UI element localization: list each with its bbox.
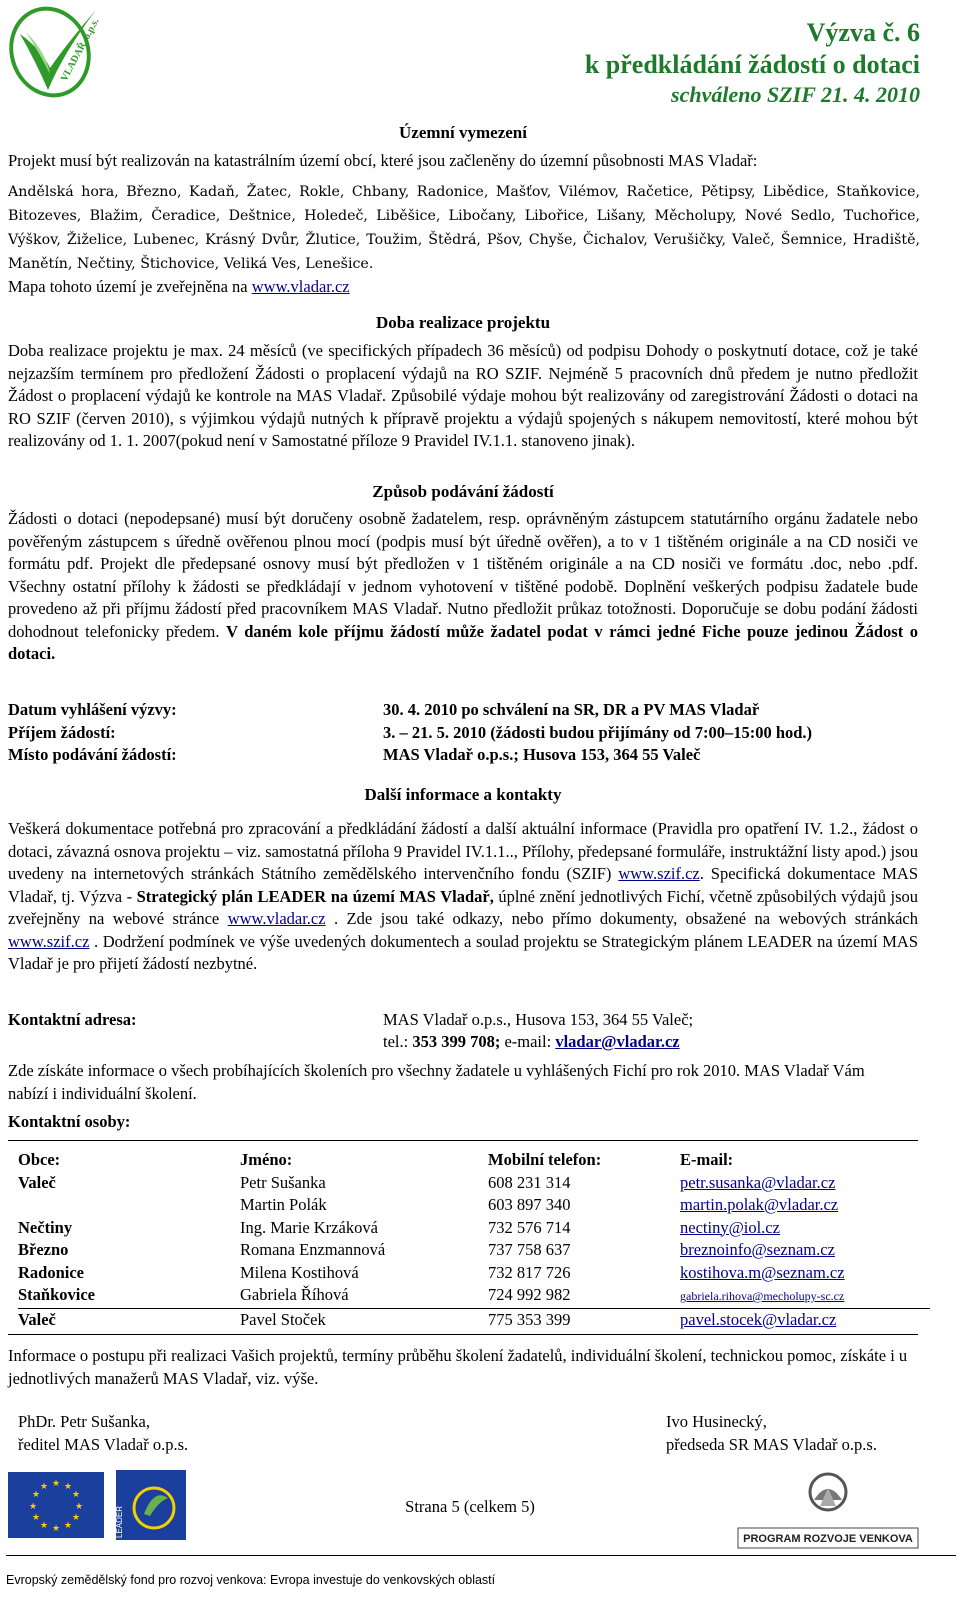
svg-text:★: ★ (63, 1521, 73, 1531)
szif-link[interactable]: www.szif.cz (618, 864, 700, 883)
date-row (8, 722, 928, 745)
contact-address: MAS Vladař o.p.s., Husova 153, 364 55 Valeč; (383, 1010, 694, 1029)
duration-text: Doba realizace projektu je max. 24 měsíců (ve specifických případech 36 měsíců) od podpisu Dohody o poskytnutí dotace, což je také nejzazším termínem pro předložení Žádosti o proplacení výdajů na RO SZIF. Nejméně 5 pracovních dnů předem je nutno předložit Žádost o proplacení výdajů ke kontrole na MAS Vladař. Způsobilé výdaje mohou být realizovány od zaregistrování Žádosti o dotaci na RO SZIF (červen 2010), s výjimkou výdajů nutných k přípravě projektu a výdajů spojených s nákupem nemovitostí, které mohou být realizovány od 1. 1. 2007(pokud není v Samostatné příloze 9 Pravidel IV.1.1. stanoveno jinak). (8, 341, 918, 450)
date-row (8, 744, 928, 767)
call-title: Výzva č. 6 (806, 18, 920, 47)
table-row (18, 1172, 930, 1195)
info-text-part: . Zde jsou také odkazy, nebo přímo dokumenty, obsažené na webových stránkách (325, 909, 918, 928)
table-row (18, 1239, 930, 1262)
submission-bold-note: V daném kole příjmu žádostí může žadatel podat v rámci jedné Fiche pouze jedinou Žádost o dotaci. (8, 621, 918, 663)
table-header-row (18, 1149, 930, 1172)
vladar-link[interactable]: www.vladar.cz (227, 909, 326, 928)
szif-link-2[interactable]: www.szif.cz (8, 931, 90, 951)
territory-intro: Projekt musí být realizován na katastrálním území obcí, které jsou začleněny do územní působnosti MAS Vladař: (8, 151, 758, 170)
header-jmeno: Jméno: (240, 1150, 293, 1169)
cell-email-link[interactable]: petr.susanka@vladar.cz (680, 1172, 836, 1192)
call-subtitle: k předkládání žádostí o dotaci (584, 50, 920, 79)
contact-phone: 353 399 708; (412, 1032, 501, 1051)
date-label: Příjem žádostí: (8, 722, 116, 742)
cell-email-link[interactable]: gabriela.rihova@mecholupy-sc.cz (680, 1289, 845, 1303)
table-row (18, 1262, 930, 1285)
cell-obec (18, 1194, 240, 1217)
cell-obec: Staňkovice (18, 1285, 96, 1304)
email-prefix: e-mail: (500, 1032, 556, 1051)
cell-phone: 724 992 982 (488, 1285, 571, 1304)
training-text: Zde získáte informace o všech probíhajících školeních pro všechny žadatele u vyhlášených Fichí pro rok 2010. MAS Vladař Vám nabízí i individuální školení. (8, 1061, 865, 1103)
cell-phone: 603 897 340 (488, 1195, 571, 1214)
table-top-rule (8, 1140, 918, 1141)
signature-left-role: ředitel MAS Vladař o.p.s. (18, 1435, 189, 1454)
leader-label: LEADER (115, 1505, 124, 1538)
cell-name: Martin Polák (240, 1195, 327, 1214)
info-text (8, 818, 918, 976)
info-text-part: Veškerá dokumentace potřebná pro zpracování a předkládání žádostí a další aktuální informace (Pravidla pro opatření IV. 1.2., žádost o dotaci, závazná osnova projektu – viz. samostatná příloha 9 Pravidel IV.1.1.., Přílohy, předepsané formuláře, instruktážní listy apod.) jsou uvedeny na internetových stránkách Státního zemědělského intervenčního fondu (SZIF) (8, 819, 918, 883)
contact-persons-label: Kontaktní osoby: (8, 1112, 131, 1131)
logo-text: VLADAŘ, o.p.s. (58, 16, 102, 84)
date-row (8, 699, 928, 722)
approval-note: schváleno SZIF 21. 4. 2010 (671, 82, 920, 107)
cell-phone: 732 576 714 (488, 1217, 571, 1237)
cell-name: Pavel Stoček (240, 1309, 326, 1329)
cell-phone: 608 231 314 (488, 1172, 571, 1192)
map-link[interactable]: www.vladar.cz (251, 277, 350, 296)
cell-obec: Valeč (18, 1172, 56, 1192)
table-bottom-rule (8, 1334, 918, 1335)
cell-obec: Valeč (18, 1309, 56, 1329)
cell-obec: Radonice (18, 1262, 84, 1282)
duration-heading: Doba realizace projektu (375, 313, 551, 332)
cell-phone: 732 817 726 (488, 1262, 571, 1282)
submission-body: Žádosti o dotaci (nepodepsané) musí být doručeny osobně žadatelem, resp. oprávněným zástupcem statutárního orgánu žadatele nebo pověřeným zástupcem s úředně ověřenou plnou mocí (podpis musí být úředně ověřen), a to v 1 tištěném originále a na CD nosiči ve formátu pdf. Projekt dle předepsané osnovy musí být předložen v 1 tištěném originále a na CD nosiči ve formátu .doc, nebo .pdf. Všechny ostatní přílohy k žádosti se předkládají v jednom vyhotovení v tištěné podobě. Doplnění veškerých podpisu žadatele bude provedeno až při příjmu žádostí před pracovníkem MAS Vladař. Nutno předložit průkaz totožnosti. Doporučuje se dobu podání žádosti dohodnout telefonicky předem. (8, 509, 918, 641)
cell-phone: 737 758 637 (488, 1240, 571, 1259)
svg-text:★: ★ (74, 1502, 84, 1512)
header-email: E-mail: (680, 1150, 734, 1169)
territory-heading: Územní vymezení (399, 123, 527, 142)
contact-tel-line (383, 1031, 680, 1054)
svg-text:★: ★ (71, 1513, 81, 1523)
info-text-part: . Specifická dokumentace MAS Vladař, tj. Výzva - (8, 864, 919, 906)
table-row (18, 1308, 930, 1331)
signature-right-name: Ivo Husinecký, (666, 1412, 767, 1431)
prv-logo-icon (728, 1470, 928, 1550)
map-text: Mapa tohoto území je zveřejněna na (8, 277, 252, 296)
svg-text:★: ★ (39, 1482, 49, 1492)
date-label: Místo podávání žádostí: (8, 745, 177, 764)
footer-rule (6, 1555, 956, 1556)
cell-obec: Březno (18, 1240, 69, 1259)
contact-email-link[interactable]: vladar@vladar.cz (555, 1032, 680, 1051)
closing-text: Informace o postupu při realizaci Vašich projektů, termíny průběhu školení žadatelů, individuální školení, technickou pomoc, získáte i u jednotlivých manažerů MAS Vladař, viz. výše. (8, 1346, 908, 1388)
svg-text:★: ★ (51, 1524, 61, 1534)
info-text-part: . Dodržení podmínek ve výše uvedených dokumentech a soulad projektu se Strategickým plánem LEADER na území MAS Vladař je pro přijetí žádostí nezbytné. (8, 931, 918, 973)
cell-email-link[interactable]: nectiny@iol.cz (680, 1217, 780, 1237)
cell-email-link[interactable]: pavel.stocek@vladar.cz (680, 1309, 837, 1329)
table-row (18, 1217, 930, 1240)
cell-email-link[interactable]: kostihova.m@seznam.cz (680, 1262, 845, 1282)
vladar-logo-icon (6, 2, 106, 102)
territory-map-line (8, 276, 350, 299)
cell-name: Milena Kostihová (240, 1262, 359, 1282)
submission-text (8, 508, 918, 666)
date-value: MAS Vladař o.p.s.; Husova 153, 364 55 Valeč (383, 745, 701, 764)
tel-prefix: tel.: (383, 1032, 413, 1051)
contact-label: Kontaktní adresa: (8, 1010, 137, 1029)
page-number: Strana 5 (celkem 5) (405, 1497, 535, 1516)
cell-name: Petr Sušanka (240, 1172, 326, 1192)
signature-left-name: PhDr. Petr Sušanka, (18, 1412, 150, 1431)
svg-text:★: ★ (71, 1490, 81, 1500)
contacts-table (18, 1149, 930, 1331)
info-heading: Další informace a kontakty (364, 785, 562, 804)
cell-email-link[interactable]: breznoinfo@seznam.cz (680, 1240, 835, 1259)
prv-label: PROGRAM ROZVOJE VENKOVA (743, 1533, 913, 1545)
dates-block (8, 699, 928, 767)
cell-name: Gabriela Říhová (240, 1285, 349, 1304)
info-bold-part: Strategický plán LEADER na území MAS Vladař, (136, 886, 494, 906)
vladar-logo (6, 2, 106, 102)
info-text-part: úplné znění jednotlivých Fichí, včetně způsobilých výdajů jsou zveřejněny na webové stránce (8, 886, 919, 928)
territory-municipalities: Andělská hora, Březno, Kadaň, Žatec, Rokle, Chbany, Radonice, Mašťov, Vilémov, Račetice, Pětipsy, Libědice, Staňkovice, Bitozeves, Blažim, Čeradice, Deštnice, Holedeč, Liběšice, Libočany, Libořice, Lišany, Měcholupy, Nové Sedlo, Tuchořice, Výškov, Žiželice, Lubenec, Krásný Dvůr, Žlutice, Toužim, Štědrá, Pšov, Chyše, Čichalov, Verušičky, Valeč, Šemnice, Hradiště, Manětín, Nečtiny, Štichovice, Veliká Ves, Lenešice. (8, 184, 920, 272)
header-telefon: Mobilní telefon: (488, 1150, 602, 1169)
date-label: Datum vyhlášení výzvy: (8, 700, 177, 719)
svg-text:★: ★ (63, 1482, 73, 1492)
svg-text:★: ★ (31, 1490, 41, 1500)
footer-eu-text: Evropský zemědělský fond pro rozvoj venkova: Evropa investuje do venkovských oblastí (6, 1573, 496, 1587)
cell-obec: Nečtiny (18, 1217, 73, 1237)
svg-text:★: ★ (28, 1502, 38, 1512)
table-row (18, 1284, 930, 1308)
table-row (18, 1194, 930, 1217)
cell-email-link[interactable]: martin.polak@vladar.cz (680, 1195, 839, 1214)
submission-heading: Způsob podávání žádostí (372, 482, 554, 501)
date-value: 30. 4. 2010 po schválení na SR, DR a PV MAS Vladař (383, 700, 760, 719)
svg-text:★: ★ (51, 1479, 61, 1489)
date-value: 3. – 21. 5. 2010 (žádosti budou přijímány od 7:00–15:00 hod.) (383, 722, 813, 742)
prv-logo (728, 1470, 928, 1550)
signature-right-role: předseda SR MAS Vladař o.p.s. (666, 1435, 877, 1454)
cell-name: Romana Enzmannová (240, 1240, 386, 1259)
svg-text:★: ★ (31, 1513, 41, 1523)
contacts-table-wrap (18, 1149, 930, 1331)
cell-phone: 775 353 399 (488, 1309, 571, 1329)
cell-name: Ing. Marie Krzáková (240, 1217, 378, 1237)
header-obce: Obce: (18, 1150, 61, 1169)
svg-text:★: ★ (39, 1521, 49, 1531)
